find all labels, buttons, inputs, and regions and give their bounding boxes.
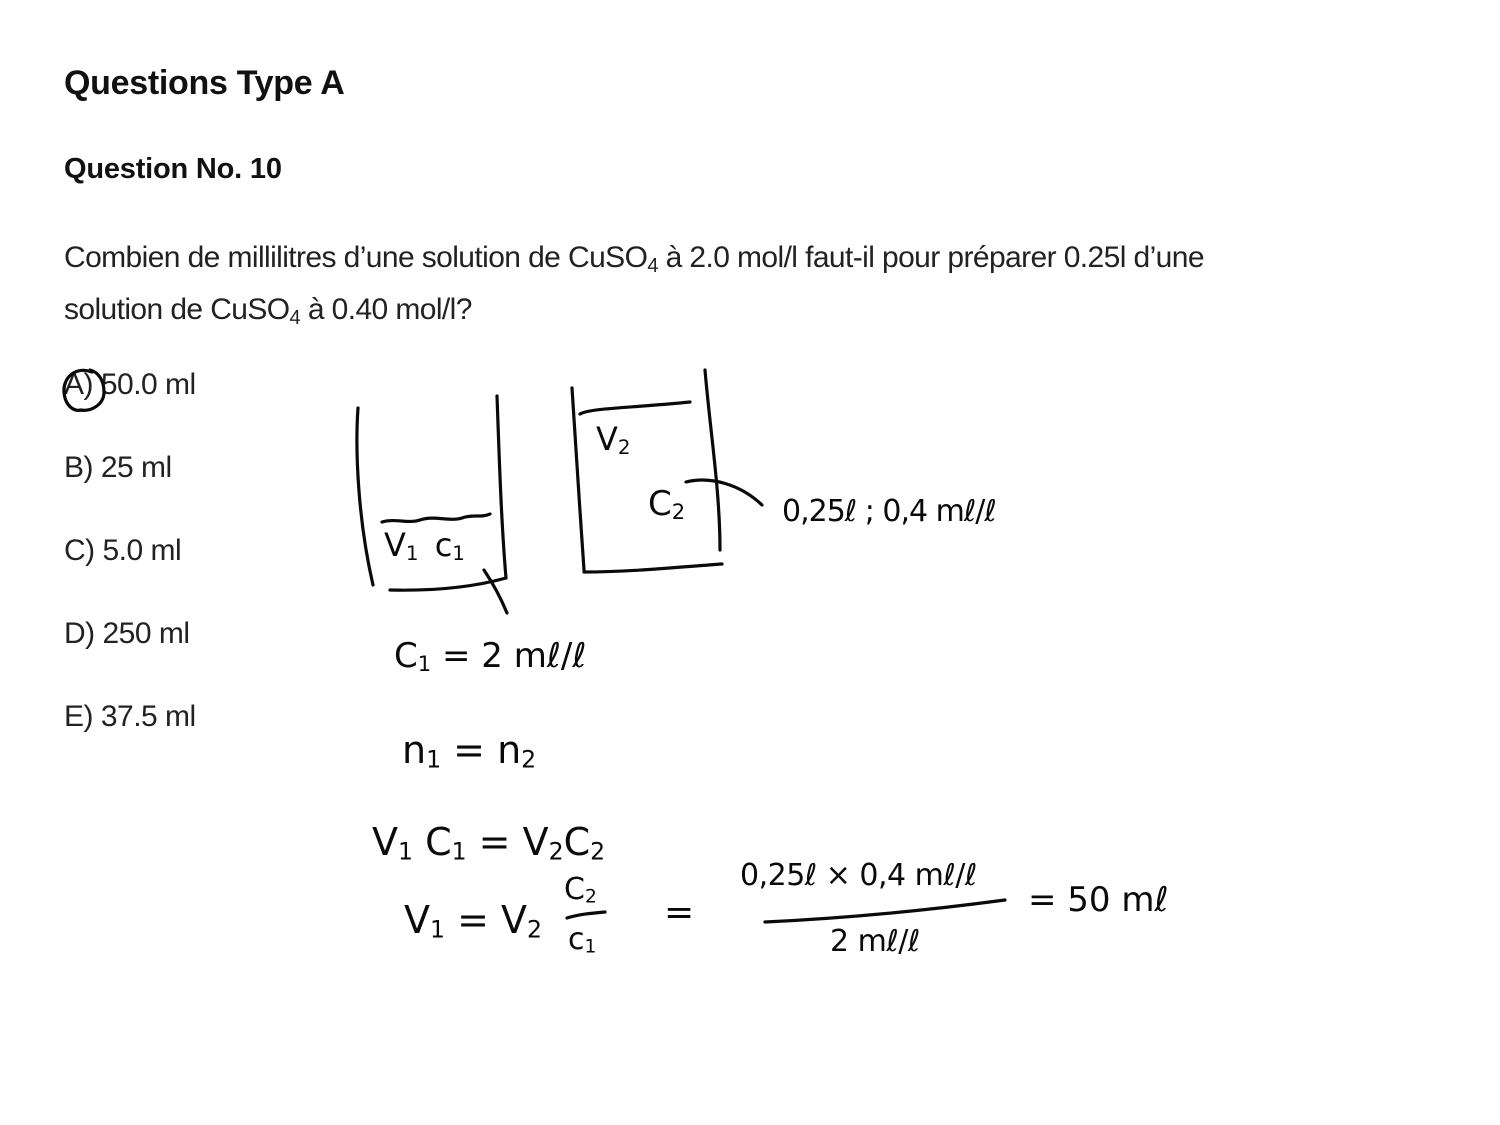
dilution-equation-line: $V_1$ $C_1 = V_2C_2$ bbox=[372, 820, 606, 866]
solve-v1-line: $V_1 = V_2$ bbox=[404, 898, 542, 944]
beaker-2-volume-label: $V_2$ bbox=[596, 420, 631, 459]
calc-numerator: 0,25ℓ × 0,4 mℓ/ℓ bbox=[740, 858, 977, 893]
beaker-2-pointer bbox=[686, 480, 762, 505]
question-number: Question No. 10 bbox=[64, 153, 282, 185]
solve-denominator: $c_1$ bbox=[568, 922, 597, 958]
question-text-part1: Combien de millilitres d’une solution de CuSO bbox=[64, 241, 648, 274]
solve-numerator: $C_2$ bbox=[564, 872, 597, 908]
option-text: 5.0 ml bbox=[94, 534, 182, 567]
question-text-part2: à 2.0 mol/l faut-il pour préparer 0.25l d’une bbox=[657, 241, 1204, 274]
beaker-1-right-wall bbox=[497, 396, 506, 578]
moles-equality-line: $n_1 = n_2$ bbox=[402, 728, 537, 774]
option-letter: A) bbox=[64, 368, 93, 401]
answer-option-a bbox=[64, 368, 196, 402]
question-text-part3: solution de CuSO bbox=[64, 293, 290, 326]
c1-value-line: $C_1 = 2$ mℓ/ℓ bbox=[394, 636, 587, 677]
beaker-1-pointer bbox=[484, 570, 507, 613]
option-text: 250 ml bbox=[94, 617, 190, 650]
beaker-1-left-wall bbox=[357, 408, 373, 585]
fraction-bar-c2-c1 bbox=[567, 912, 605, 918]
beaker-2-concentration-label: $C_2$ bbox=[648, 484, 686, 525]
beaker-2-left-wall bbox=[572, 388, 584, 570]
answer-option-e bbox=[64, 700, 196, 734]
beaker-2-liquid-surface bbox=[580, 402, 690, 414]
option-text: 50.0 ml bbox=[93, 368, 196, 401]
subscript: 4 bbox=[647, 255, 658, 277]
option-text: 37.5 ml bbox=[93, 700, 196, 733]
beaker-1-liquid-surface bbox=[382, 514, 490, 522]
question-text bbox=[64, 232, 1464, 336]
answer-option-d bbox=[64, 617, 190, 651]
option-text: 25 ml bbox=[93, 451, 172, 484]
calc-equals-sign: = bbox=[664, 892, 695, 933]
question-text-part4: à 0.40 mol/l? bbox=[300, 293, 472, 326]
option-letter: D) bbox=[64, 617, 95, 650]
answer-option-c bbox=[64, 534, 181, 568]
beaker-2-bottom bbox=[584, 564, 722, 572]
beaker-2-right-wall bbox=[705, 370, 720, 550]
beaker-1-label: $V_1$ $c_1$ bbox=[384, 526, 465, 565]
option-letter: E) bbox=[64, 700, 93, 733]
fraction-bar-calc bbox=[765, 900, 1005, 922]
option-letter: B) bbox=[64, 451, 93, 484]
beaker-1-bottom bbox=[390, 578, 506, 590]
beaker-2-note: 0,25ℓ ; 0,4 mℓ/ℓ bbox=[782, 494, 996, 529]
section-title: Questions Type A bbox=[64, 64, 345, 102]
answer-option-b bbox=[64, 451, 172, 485]
subscript: 4 bbox=[289, 307, 301, 329]
option-letter: C) bbox=[64, 534, 95, 567]
calc-result: = 50 mℓ bbox=[1028, 880, 1169, 920]
calc-denominator: 2 mℓ/ℓ bbox=[830, 924, 920, 959]
